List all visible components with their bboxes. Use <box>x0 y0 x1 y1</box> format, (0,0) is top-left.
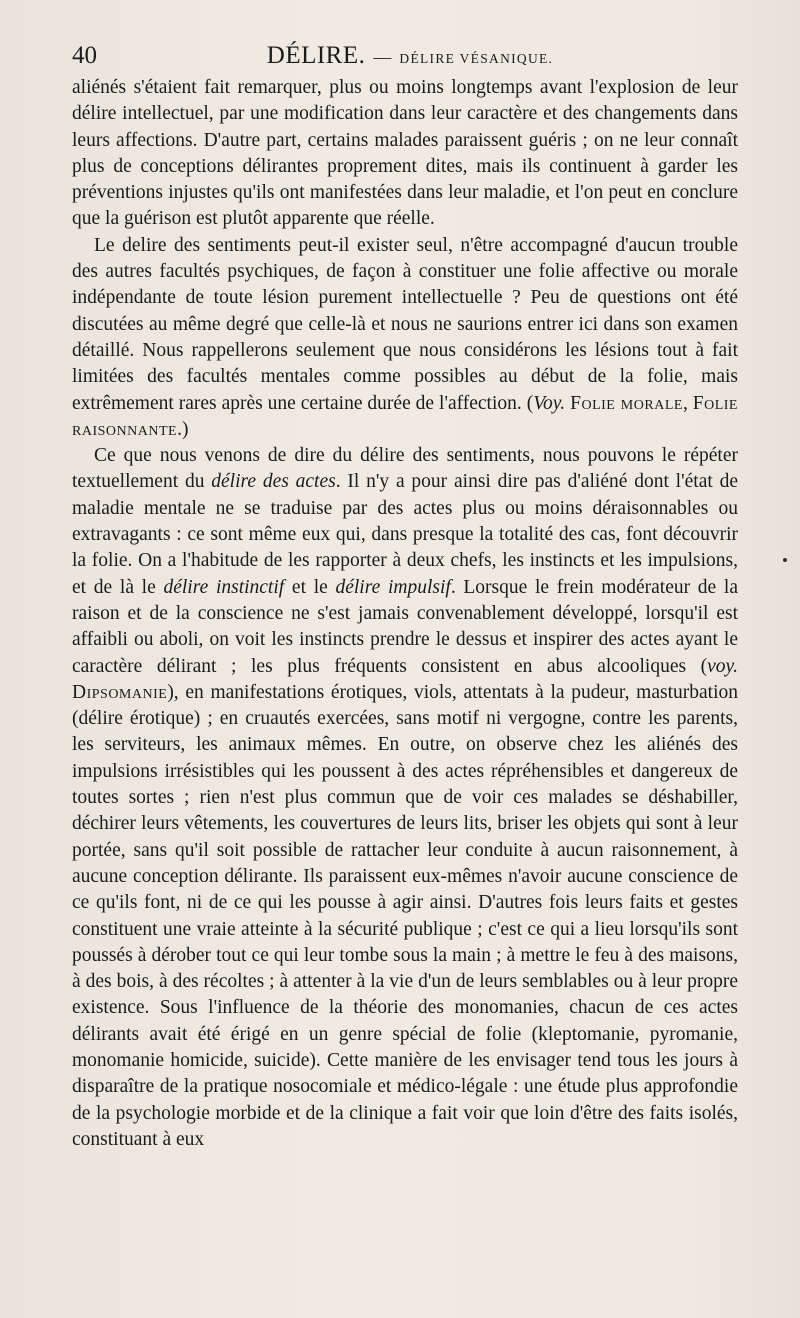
cross-reference-dipsomanie: Dipsomanie <box>72 681 168 703</box>
page-header <box>72 38 736 74</box>
paragraph-3-part-b: . Il n'y a pour ainsi dire pas d'aliéné dont l'état de maladie mentale ne se traduise par des actes plus ou moins déraisonnables ou extravagants : ce sont même eux qui, dans presque la totalité des cas, font découvrir la folie. On a l'habitude de les rapporter à deux chefs, les instincts et les impulsions, et de là le <box>72 471 738 598</box>
margin-speck <box>783 558 787 562</box>
running-title <box>72 38 736 77</box>
page-number: 40 <box>72 42 97 69</box>
reference-comma: , <box>682 392 693 414</box>
term-delire-des-actes: délire des actes <box>211 471 336 493</box>
paragraph-2 <box>72 233 738 443</box>
body-text <box>72 75 738 1153</box>
paragraph-3-part-e: ), en manifestations érotiques, viols, attentats à la pudeur, masturbation (délire érotique) ; en cruautés exercées, sans motif ni vergogne, contre les parents, les serviteurs, les animaux mêmes. En outre, on observe chez les aliénés des impulsions irrésistibles qui les poussent à des actes répréhensibles et dangereux de toutes sortes ; rien n'est plus commun que de voir ces malades se déshabiller, déchirer leurs vêtements, les couvertures de leurs lits, briser les objets qui sont à leur portée, sans qu'il soit possible de rattacher leur conduite à aucun raisonnement, à aucune conception délirante. Ils paraissent eux-mêmes n'avoir aucune conscience de ce qu'ils font, ni de ce qui les pousse à agir ainsi. D'autres fois leurs faits et gestes constituent une vraie atteinte à la sécurité publique ; c'est ce qui a lieu lorsqu'ils sont poussés à dérober tout ce qui leur tombe sous la main ; à mettre le feu à des maisons, à des bois, à des récoltes ; à attenter à la vie d'un de leurs semblables ou à leur propre existence. Sous l'influence de la théorie des monomanies, chacun de ces actes délirants avait été érigé en un genre spécial de folie (kleptomanie, pyromanie, monomanie homicide, suicide). Cette manière de les envisager tend tous les jours à disparaître de la pratique nosocomiale et médico-légale : une étude plus approfondie de la psychologie morbide et de la clinique a fait voir que loin d'être des faits isolés, constituant à eux <box>72 681 738 1150</box>
term-delire-impulsif: délire impulsif <box>335 576 451 598</box>
voy-reference: Voy. <box>533 392 566 414</box>
cross-reference-folie-raisonnante: Folie raisonnante <box>72 392 738 440</box>
running-title-separator: — <box>373 47 392 67</box>
paragraph-3-part-a: Ce que nous venons de dire du délire des sentiments, nous pouvons le répéter textuellement du <box>72 445 738 493</box>
paragraph-1: aliénés s'étaient fait remarquer, plus ou moins longtemps avant l'explosion de leur délire intellectuel, par une modification dans leur caractère et des changements dans leurs affections. D'autre part, certains malades paraissent guéris ; on ne leur connaît plus de conceptions délirantes proprement dites, mais ils continuent à garder les préventions injustes qu'ils ont manifestées dans leur maladie, et l'on peut en conclure que la guérison est plutôt apparente que réelle. <box>72 77 738 230</box>
paragraph-2-text: Le delire des sentiments peut-il exister seul, n'être accompagné d'aucun trouble des autres facultés psychiques, de façon à constituer une folie affective ou morale indépendante de toute lésion purement intellectuelle ? Peu de questions ont été discutées au même degré que celle-là et nous ne saurions entrer ici dans son examen détaillé. Nous rappellerons seulement que nous considérons les lésions tout à fait limitées des facultés mentales comme possibles au début de la folie, mais extrêmement rares après une certaine durée de l'affection. ( <box>72 234 738 414</box>
cross-reference-folie-morale: Folie morale <box>570 392 683 414</box>
paragraph-3-part-c: et le <box>284 576 336 598</box>
reference-close: .) <box>177 418 189 440</box>
paragraph-3-part-d: . Lorsque le frein modérateur de la raison et de la conscience ne s'est jamais convenablement développé, lorsqu'il est affaibli ou aboli, on voit les instincts prendre le dessus et inspirer des actes ayant le caractère délirant ; les plus fréquents consistent en abus alcooliques ( <box>72 576 738 677</box>
running-title-subtitle: DÉLIRE VÉSANIQUE. <box>399 51 554 66</box>
running-title-main: DÉLIRE. <box>266 42 366 69</box>
paragraph-3 <box>72 443 738 1153</box>
term-delire-instinctif: délire instinctif <box>163 576 285 598</box>
voy-reference-2: voy. <box>707 655 738 677</box>
